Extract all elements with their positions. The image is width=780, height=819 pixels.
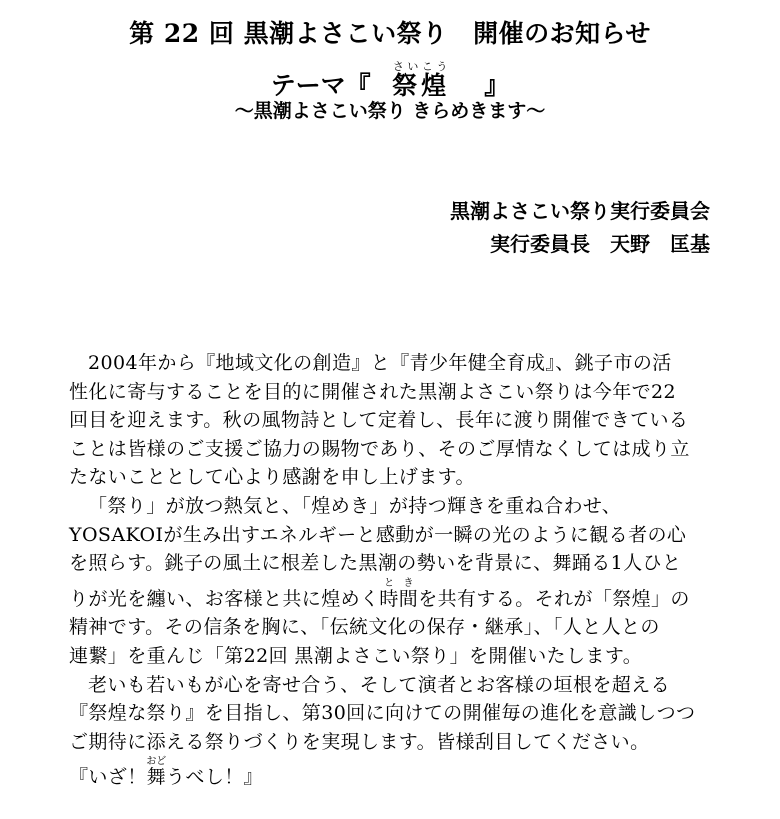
paragraph-line: 老いも若いもが心を寄せ合う、そして演者とお客様の垣根を超える: [88, 673, 671, 696]
ruby-base: 時間: [379, 587, 419, 610]
theme-suffix: 』: [484, 71, 510, 100]
paragraph-2: [69, 492, 719, 671]
paragraph-line: ことは皆様のご支援ご協力の賜物であり、そのご厚情なくしては成り立: [69, 437, 690, 460]
theme-prefix: テーマ『: [270, 71, 371, 100]
paragraph-line: 『祭煌な祭り』を目指し、第30回に向けての開催毎の進化を意識しつつ: [69, 702, 696, 725]
theme-char-1-reading: さい: [392, 60, 422, 73]
text-segment: うべし！』: [166, 766, 264, 789]
paragraph-3: [69, 671, 719, 792]
organization-name: 黒潮よさこい祭り実行委員会: [450, 199, 710, 223]
body-text: [69, 349, 719, 792]
ruby-reading: おど: [146, 756, 167, 768]
text-segment: を共有する。それが「祭煌」の: [418, 587, 690, 610]
subtitle: ～黒潮よさこい祭り きらめきます～: [234, 100, 546, 122]
text-segment: りが光を纏い、お客様と共に煌めく: [69, 587, 380, 610]
paragraph-line: 性化に寄与することを目的に開催された黒潮よさこい祭りは今年で22: [69, 380, 676, 403]
paragraph-line: を照らす。銚子の風土に根差した黒潮の勢いを背景に、舞踊る1人ひと: [69, 552, 682, 575]
paragraph-line: 精神です。その信条を胸に、「伝統文化の保存・継承」、「人と人との: [69, 616, 660, 639]
paragraph-line: ご期待に添える祭りづくりを実現します。皆様刮目してください。: [69, 730, 650, 753]
ruby-reading: とき: [379, 577, 419, 589]
text-segment: 『いざ！: [69, 766, 147, 789]
chairperson-name: 実行委員長 天野 匡基: [490, 232, 710, 256]
paragraph-line: 「祭り」が放つ熱気と、「煌めき」が持つ輝きを重ね合わせ、: [88, 494, 622, 517]
paragraph-line: たないこととして心より感謝を申し上げます。: [69, 466, 475, 489]
paragraph-line: YOSAKOIが生み出すエネルギーと感動が一瞬の光のように観る者の心: [69, 523, 687, 546]
paragraph-1: [69, 349, 719, 492]
paragraph-line: 連繋」を重んじ「第22回 黒潮よさこい祭り」を開催いたします。: [69, 644, 643, 667]
paragraph-line: 2004年から『地域文化の創造』と『青少年健全育成』、銚子市の活: [88, 352, 672, 374]
closing-slogan: [69, 756, 719, 792]
theme-char-2-reading: こう: [421, 60, 451, 73]
theme-char-2: 煌: [421, 71, 451, 100]
paragraph-line-with-ruby: [69, 578, 719, 614]
paragraph-line: 回目を迎えます。秋の風物詩として定着し、長年に渡り開催できている: [69, 409, 689, 432]
page-title: 第 22 回 黒潮よさこい祭り 開催のお知らせ: [129, 19, 651, 48]
ruby-base: 舞: [146, 766, 167, 789]
theme-char-1: 祭: [392, 71, 422, 100]
